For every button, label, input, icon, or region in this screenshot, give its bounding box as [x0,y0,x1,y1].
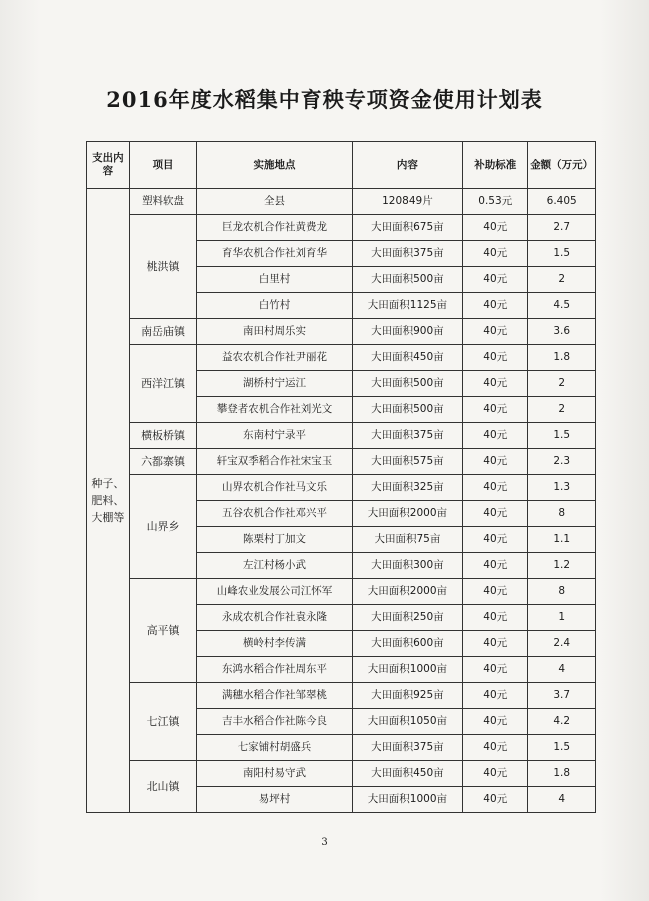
standard-cell: 40元 [463,631,528,657]
town-cell: 桃洪镇 [129,215,197,319]
location-cell: 陈栗村丁加文 [197,527,352,553]
header-category: 支出内容 [87,142,130,189]
content-cell: 大田面积75亩 [352,527,462,553]
amount-cell: 1 [528,605,596,631]
standard-cell: 40元 [463,449,528,475]
town-cell: 六都寨镇 [129,449,197,475]
funding-plan-table [86,141,596,813]
table-row [87,319,596,345]
content-cell: 大田面积1000亩 [352,657,462,683]
standard-cell: 0.53元 [463,189,528,215]
content-cell: 大田面积900亩 [352,319,462,345]
standard-cell: 40元 [463,709,528,735]
location-cell: 七家铺村胡盛兵 [197,735,352,761]
town-cell: 七江镇 [129,683,197,761]
content-cell: 大田面积250亩 [352,605,462,631]
location-cell: 巨龙农机合作社黄费龙 [197,215,352,241]
content-cell: 大田面积675亩 [352,215,462,241]
town-cell: 北山镇 [129,761,197,813]
location-cell: 横岭村李传满 [197,631,352,657]
content-cell: 大田面积600亩 [352,631,462,657]
standard-cell: 40元 [463,345,528,371]
amount-cell: 3.7 [528,683,596,709]
content-cell: 大田面积450亩 [352,345,462,371]
amount-cell: 6.405 [528,189,596,215]
location-cell: 轩宝双季稻合作社宋宝玉 [197,449,352,475]
location-cell: 全县 [197,189,352,215]
amount-cell: 1.1 [528,527,596,553]
standard-cell: 40元 [463,293,528,319]
content-cell: 大田面积325亩 [352,475,462,501]
table-row [87,475,596,501]
standard-cell: 40元 [463,553,528,579]
table-row [87,345,596,371]
amount-cell: 8 [528,501,596,527]
town-cell: 高平镇 [129,579,197,683]
location-cell: 湖桥村宁运江 [197,371,352,397]
content-cell: 大田面积300亩 [352,553,462,579]
standard-cell: 40元 [463,319,528,345]
table-row [87,449,596,475]
header-content: 内容 [352,142,462,189]
content-cell: 大田面积575亩 [352,449,462,475]
standard-cell: 40元 [463,787,528,813]
location-cell: 五谷农机合作社邓兴平 [197,501,352,527]
header-standard: 补助标准 [463,142,528,189]
standard-cell: 40元 [463,267,528,293]
location-cell: 白里村 [197,267,352,293]
amount-cell: 3.6 [528,319,596,345]
town-cell: 西洋江镇 [129,345,197,423]
content-cell: 大田面积375亩 [352,735,462,761]
location-cell: 山峰农业发展公司江怀军 [197,579,352,605]
content-cell: 120849片 [352,189,462,215]
standard-cell: 40元 [463,241,528,267]
standard-cell: 40元 [463,397,528,423]
location-cell: 南田村周乐实 [197,319,352,345]
location-cell: 吉丰水稻合作社陈今良 [197,709,352,735]
location-cell: 易坪村 [197,787,352,813]
amount-cell: 1.5 [528,423,596,449]
standard-cell: 40元 [463,735,528,761]
standard-cell: 40元 [463,215,528,241]
town-cell: 横板桥镇 [129,423,197,449]
town-cell: 山界乡 [129,475,197,579]
standard-cell: 40元 [463,501,528,527]
location-cell: 东鸿水稻合作社周东平 [197,657,352,683]
table-row [87,215,596,241]
standard-cell: 40元 [463,527,528,553]
amount-cell: 2 [528,371,596,397]
location-cell: 满穗水稻合作社邹翠桃 [197,683,352,709]
amount-cell: 4.5 [528,293,596,319]
amount-cell: 1.2 [528,553,596,579]
amount-cell: 4 [528,787,596,813]
amount-cell: 2 [528,397,596,423]
amount-cell: 4.2 [528,709,596,735]
amount-cell: 2.7 [528,215,596,241]
standard-cell: 40元 [463,683,528,709]
standard-cell: 40元 [463,579,528,605]
amount-cell: 4 [528,657,596,683]
location-cell: 东南村宁录平 [197,423,352,449]
table-row-plastic [87,189,596,215]
standard-cell: 40元 [463,475,528,501]
category-cell: 种子、肥料、大棚等 [87,189,130,813]
content-cell: 大田面积1000亩 [352,787,462,813]
content-cell: 大田面积375亩 [352,241,462,267]
standard-cell: 40元 [463,371,528,397]
standard-cell: 40元 [463,605,528,631]
table-row [87,683,596,709]
amount-cell: 1.3 [528,475,596,501]
content-cell: 大田面积375亩 [352,423,462,449]
table-row [87,761,596,787]
amount-cell: 1.5 [528,241,596,267]
location-cell: 白竹村 [197,293,352,319]
content-cell: 大田面积1050亩 [352,709,462,735]
content-cell: 大田面积500亩 [352,397,462,423]
standard-cell: 40元 [463,657,528,683]
amount-cell: 2.3 [528,449,596,475]
location-cell: 益农农机合作社尹丽花 [197,345,352,371]
standard-cell: 40元 [463,423,528,449]
page-number: 3 [321,837,328,848]
location-cell: 育华农机合作社刘育华 [197,241,352,267]
project-cell: 塑料软盘 [129,189,197,215]
table-row [87,579,596,605]
header-location: 实施地点 [197,142,352,189]
content-cell: 大田面积925亩 [352,683,462,709]
page-title: 2016年度水稻集中育秧专项资金使用计划表 [106,87,543,112]
location-cell: 山界农机合作社马文乐 [197,475,352,501]
table-row [87,423,596,449]
content-cell: 大田面积1125亩 [352,293,462,319]
amount-cell: 2.4 [528,631,596,657]
location-cell: 永成农机合作社袁永隆 [197,605,352,631]
content-cell: 大田面积2000亩 [352,501,462,527]
amount-cell: 1.8 [528,761,596,787]
content-cell: 大田面积450亩 [352,761,462,787]
location-cell: 攀登者农机合作社刘光文 [197,397,352,423]
amount-cell: 8 [528,579,596,605]
content-cell: 大田面积500亩 [352,371,462,397]
amount-cell: 1.5 [528,735,596,761]
standard-cell: 40元 [463,761,528,787]
table-header-row [87,142,596,189]
location-cell: 南阳村易守武 [197,761,352,787]
amount-cell: 1.8 [528,345,596,371]
location-cell: 左江村杨小武 [197,553,352,579]
header-project: 项目 [129,142,197,189]
town-cell: 南岳庙镇 [129,319,197,345]
amount-cell: 2 [528,267,596,293]
header-amount: 金额（万元） [528,142,596,189]
content-cell: 大田面积500亩 [352,267,462,293]
content-cell: 大田面积2000亩 [352,579,462,605]
